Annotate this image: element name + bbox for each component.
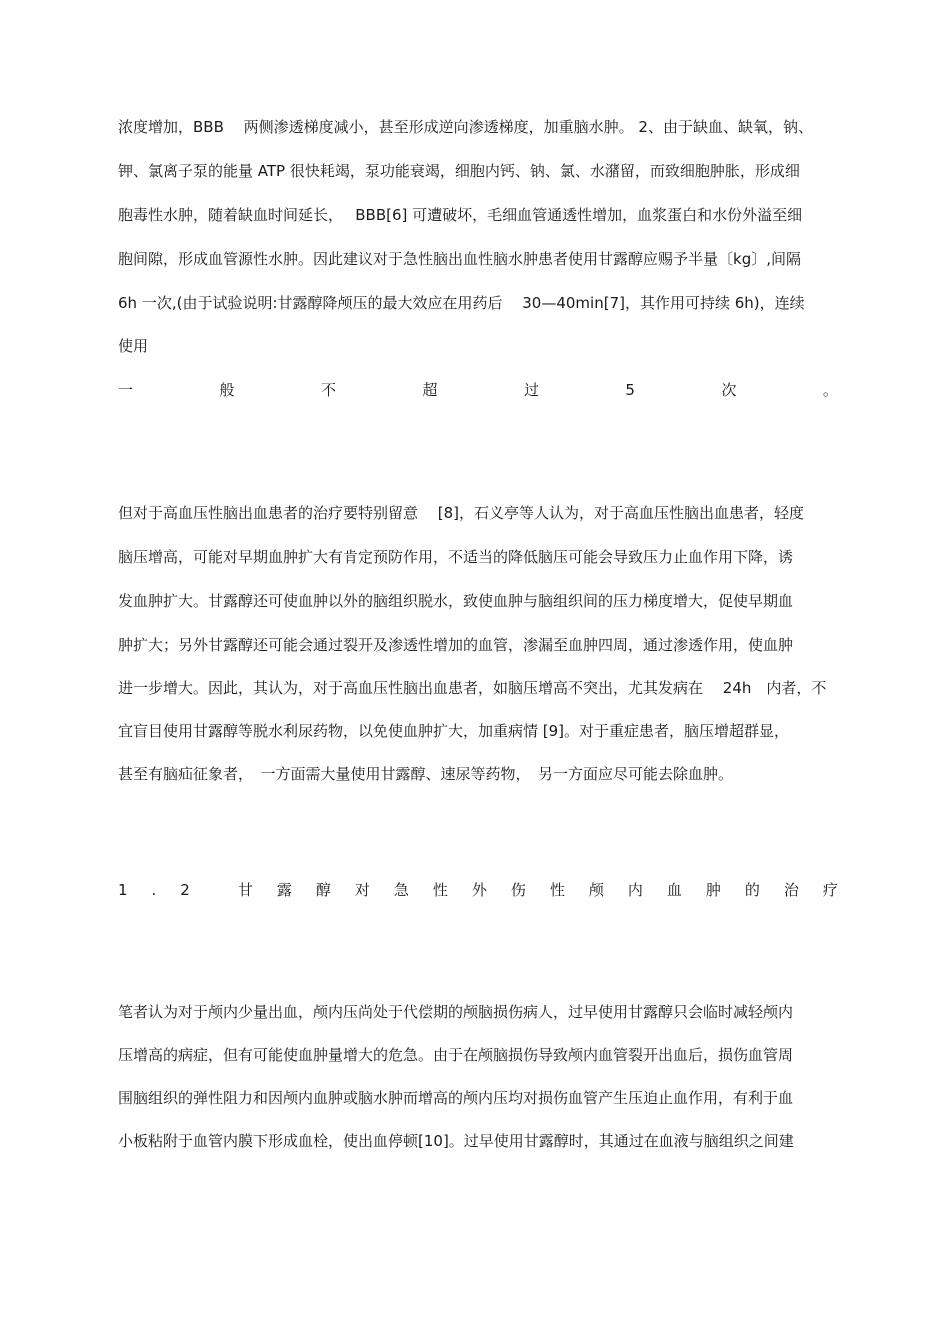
heading-char: 2 [180, 881, 190, 899]
text-line: 胞间隙，形成血管源性水肿。因此建议对于急性脑出血性脑水肿患者使用甘露醇应赐予半量〔kg〕,间隔 [118, 250, 801, 268]
heading-char: 对 [354, 881, 370, 899]
heading-char: 急 [393, 881, 409, 899]
text-line: 笔者认为对于颅内少量出血，颅内压尚处于代偿期的颅脑损伤病人，过早使用甘露醇只会临时减轻颅内 [118, 1003, 794, 1021]
heading-char: 血 [666, 881, 682, 899]
heading-char: 露 [276, 881, 292, 899]
heading-char: 1 [118, 881, 128, 899]
justified-char: 一 [118, 381, 134, 399]
text-line: 6h 一次,(由于试验说明:甘露醇降颅压的最大效应在用药后 30—40min[7]，其作用可持续 6h)，连续 [118, 294, 805, 312]
heading-char: 性 [549, 881, 565, 899]
text-line: 压增高的病症，但有可能使血肿量增大的危急。由于在颅脑损伤导致颅内血管裂开出血后，损伤血管周 [118, 1046, 794, 1064]
section-heading [118, 880, 838, 900]
heading-char: 外 [471, 881, 487, 899]
text-line: 肿扩大；另外甘露醇还可能会通过裂开及渗透性增加的血管，渗漏至血肿四周，通过渗透作用，使血肿 [118, 636, 794, 654]
text-line: 钾、氯离子泵的能量 ATP 很快耗竭，泵功能衰竭，细胞内钙、钠、氯、水潴留，而致细胞肿胀，形成细 [118, 162, 800, 180]
justified-char: 超 [422, 381, 438, 399]
text-line: 围脑组织的弹性阻力和因颅内血肿或脑水肿而增高的颅内压均对损伤血管产生压迫止血作用，有利于血 [118, 1089, 794, 1107]
justified-char: 过 [523, 381, 539, 399]
justified-char: 般 [219, 381, 235, 399]
justified-line [118, 380, 838, 400]
heading-char: 伤 [510, 881, 526, 899]
heading-char: . [151, 881, 157, 899]
heading-char: 肿 [705, 881, 721, 899]
justified-char: 次 [721, 381, 737, 399]
heading-char: 醇 [315, 881, 331, 899]
heading-char: 颅 [588, 881, 604, 899]
text-line: 脑压增高，可能对早期血肿扩大有肯定预防作用，不适当的降低脑压可能会导致压力止血作用下降，诱 [118, 548, 794, 566]
text-line: 胞毒性水肿，随着缺血时间延长， BBB[6] 可遭破坏，毛细血管通透性增加，血浆蛋白和水份外溢至细 [118, 206, 803, 224]
heading-char: 内 [627, 881, 643, 899]
heading-char: 性 [432, 881, 448, 899]
text-line: 甚至有脑疝征象者， 一方面需大量使用甘露醇、速尿等药物， 另一方面应尽可能去除血肿。 [118, 765, 734, 783]
text-line: 进一步增大。因此，其认为，对于高血压性脑出血患者，如脑压增高不突出，尤其发病在 24h 内者，不 [118, 679, 827, 697]
text-line: 小板粘附于血管内膜下形成血栓，使出血停顿[10]。过早使用甘露醇时，其通过在血液与脑组织之间建 [118, 1132, 794, 1150]
heading-char: 甘 [237, 881, 253, 899]
text-line: 但对于高血压性脑出血患者的治疗要特别留意 [8]，石义亭等人认为，对于高血压性脑出血患者，轻度 [118, 504, 805, 522]
justified-char: 不 [320, 381, 336, 399]
justified-char: 。 [822, 381, 838, 399]
text-line: 宜盲目使用甘露醇等脱水利尿药物，以免使血肿扩大，加重病情 [9]。对于重症患者，脑压增超群显， [118, 722, 790, 740]
heading-char: 的 [744, 881, 760, 899]
heading-char: 疗 [822, 881, 838, 899]
justified-char: 5 [625, 381, 635, 399]
text-line: 发血肿扩大。甘露醇还可使血肿以外的脑组织脱水，致使血肿与脑组织间的压力梯度增大，促使早期血 [118, 592, 794, 610]
heading-char: 治 [783, 881, 799, 899]
text-line: 使用 [118, 337, 149, 355]
text-line: 浓度增加，BBB 两侧渗透梯度减小，甚至形成逆向渗透梯度，加重脑水肿。 2、由于缺血、缺氧，钠、 [118, 118, 813, 136]
